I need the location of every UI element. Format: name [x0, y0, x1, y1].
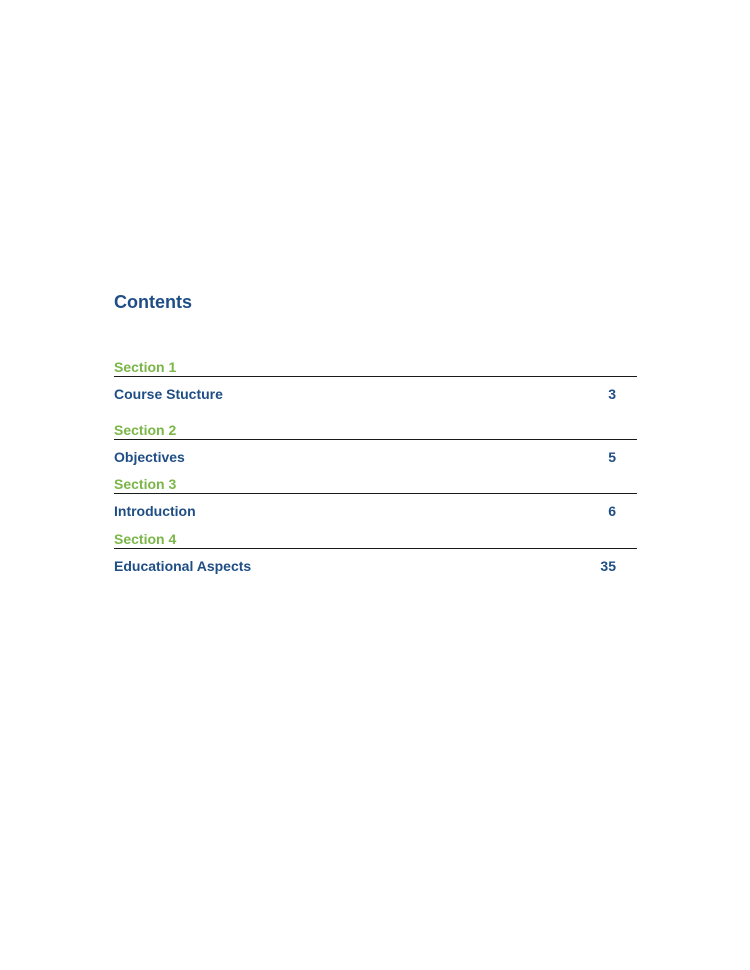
section-label: Section 4	[114, 531, 177, 547]
toc-entry-title[interactable]: Educational Aspects	[114, 558, 252, 574]
section-label: Section 2	[114, 422, 177, 438]
section-label: Section 3	[114, 476, 177, 492]
toc-entry-title[interactable]: Course Stucture	[114, 386, 223, 402]
section-divider	[114, 548, 637, 549]
toc-entry-page: 35	[600, 558, 616, 574]
toc-entry-title[interactable]: Objectives	[114, 449, 185, 465]
toc-entry-page: 3	[608, 386, 616, 402]
toc-entry-title[interactable]: Introduction	[114, 503, 196, 519]
section-divider	[114, 376, 637, 377]
toc-entry-page: 6	[608, 503, 616, 519]
toc-entry-page: 5	[608, 449, 616, 465]
section-divider	[114, 439, 637, 440]
section-divider	[114, 493, 637, 494]
page-title: Contents	[114, 292, 192, 312]
section-label: Section 1	[114, 359, 177, 375]
